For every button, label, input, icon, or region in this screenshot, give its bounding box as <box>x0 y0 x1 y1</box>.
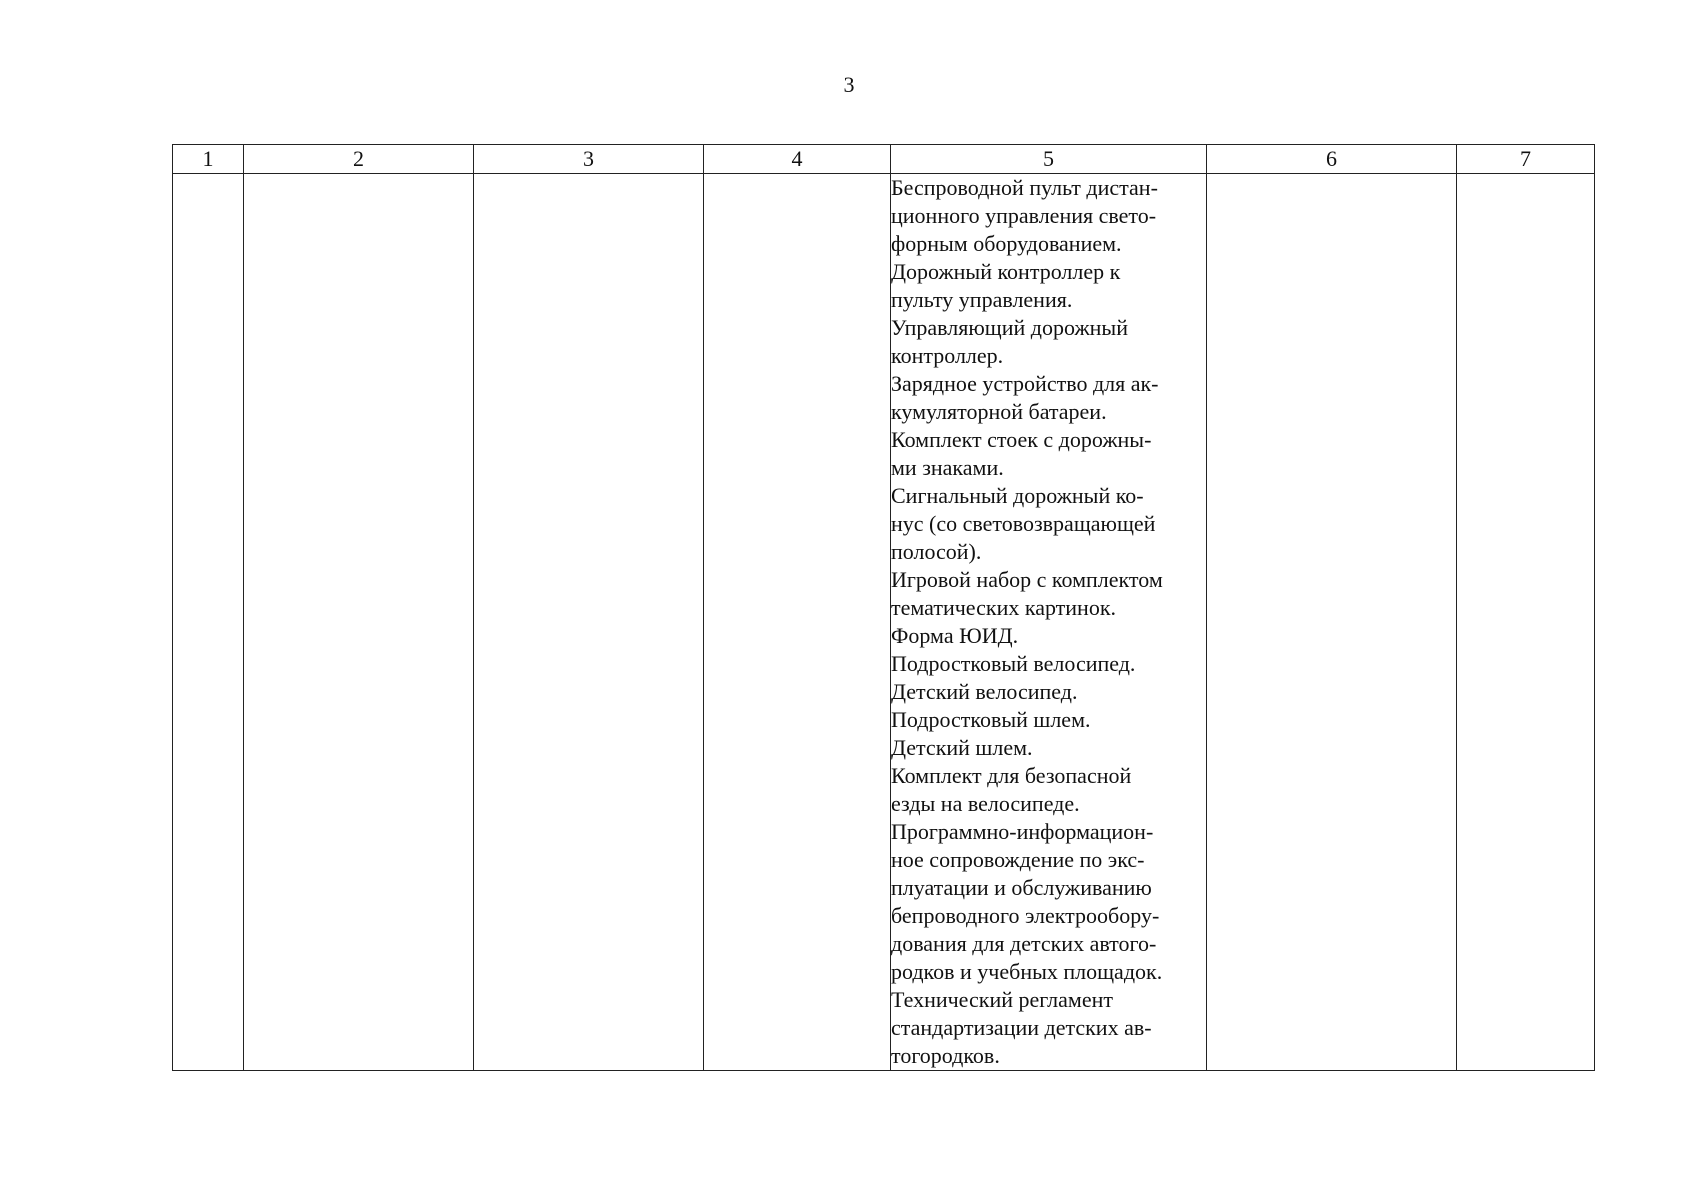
column-header-3: 3 <box>474 145 704 174</box>
cell-col-7 <box>1457 174 1595 1071</box>
page-number: 3 <box>843 72 855 97</box>
text-line: Комплект стоек с дорожны- <box>891 427 1152 452</box>
text-line: форным оборудованием. <box>891 231 1122 256</box>
text-line: Комплект для безопасной <box>891 763 1132 788</box>
cell-col-5-equipment-list <box>891 174 1207 1071</box>
text-line: стандартизации детских ав- <box>891 1015 1152 1040</box>
cell-col-6 <box>1207 174 1457 1071</box>
cell-col-2 <box>244 174 474 1071</box>
text-line: Детский шлем. <box>891 735 1033 760</box>
cell-col-4 <box>704 174 891 1071</box>
document-table <box>172 144 1595 1071</box>
text-line: нус (со световозвращающей <box>891 511 1156 536</box>
text-line: ное сопровождение по экс- <box>891 847 1145 872</box>
text-line: тогородков. <box>891 1043 1000 1068</box>
text-line: Управляющий дорожный <box>891 315 1128 340</box>
column-header-7: 7 <box>1457 145 1595 174</box>
column-header-2: 2 <box>244 145 474 174</box>
text-line: родков и учебных площадок. <box>891 959 1163 984</box>
text-line: Игровой набор с комплектом <box>891 567 1163 592</box>
text-line: кумуляторной батареи. <box>891 399 1107 424</box>
text-line: плуатации и обслуживанию <box>891 875 1152 900</box>
text-line: Дорожный контроллер к <box>891 259 1121 284</box>
column-header-6: 6 <box>1207 145 1457 174</box>
text-line: Технический регламент <box>891 987 1113 1012</box>
cell-col-3 <box>474 174 704 1071</box>
column-header-5: 5 <box>891 145 1207 174</box>
text-line: ми знаками. <box>891 455 1004 480</box>
text-line: дования для детских автого- <box>891 931 1157 956</box>
column-header-4: 4 <box>704 145 891 174</box>
text-line: Беспроводной пульт дистан- <box>891 175 1158 200</box>
text-line: контроллер. <box>891 343 1004 368</box>
text-line: Подростковый шлем. <box>891 707 1091 732</box>
text-line: полосой). <box>891 539 982 564</box>
text-line: ционного управления свето- <box>891 203 1157 228</box>
table-row <box>173 174 1595 1071</box>
text-line: бепроводного электрообору- <box>891 903 1160 928</box>
column-header-1: 1 <box>173 145 244 174</box>
cell-col-1 <box>173 174 244 1071</box>
text-line: тематических картинок. <box>891 595 1117 620</box>
header-row <box>173 145 1595 174</box>
text-line: Подростковый велосипед. <box>891 651 1136 676</box>
text-line: Форма ЮИД. <box>891 623 1019 648</box>
text-line: Детский велосипед. <box>891 679 1078 704</box>
text-line: пульту управления. <box>891 287 1073 312</box>
text-line: езды на велосипеде. <box>891 791 1080 816</box>
text-line: Сигнальный дорожный ко- <box>891 483 1144 508</box>
text-line: Зарядное устройство для ак- <box>891 371 1159 396</box>
text-line: Программно-информацион- <box>891 819 1154 844</box>
